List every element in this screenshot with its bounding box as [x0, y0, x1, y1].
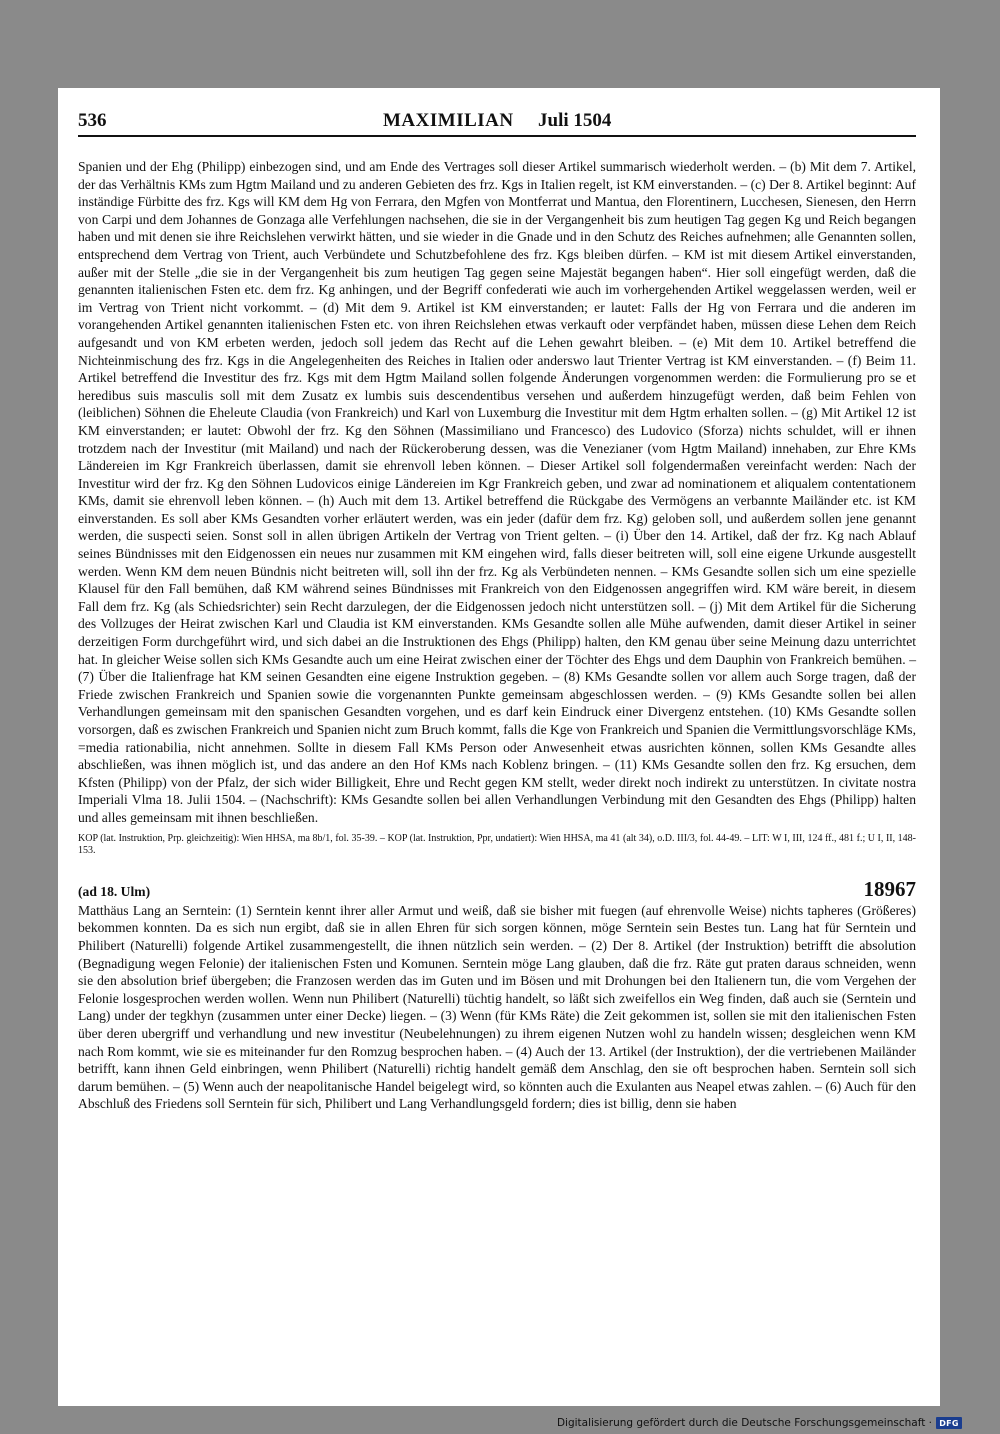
- document-place: (ad 18. Ulm): [78, 883, 151, 899]
- body-paragraph-2: Matthäus Lang an Serntein: (1) Serntein kennt ihrer aller Armut und weiß, daß sie bisher mit fuegen (auf ehrenvolle Weise) nichts tapheres (Größeres) bekommen konnten. Da es sich nun ergibt, daß sie in allen Ehren für sich sorgen können, möge Serntein sein Bestes tun. Lang hat für Serntein und Philibert (Naturelli) folgende Artikel zusammengestellt, die ihnen nützlich sein werden. – (2) Der 8. Artikel (der Instruktion) betrifft die absolution (Begnadigung wegen Felonie) der italienischen Fsten und Komunen. Serntein möge Lang glauben, daß die frz. Räte gut praten daraus schneiden, wenn sie den absolution brief übergeben; die Franzosen werden das im Guten und im Bösen und mit Drohungen bei den Italienern tun, die vom Vergehen der Felonie losgesprochen werden wollen. Wenn nun Philibert (Naturelli) tüchtig handelt, so läßt sich zweifellos ein Weg finden, daß auch sie (Serntein und Lang) under der tegkhyn (zusammen unter einer Decke) liegen. – (3) Wenn (für KMs Räte) die Zeit gekommen ist, sollen sie mit den italienischen Fsten über deren ubergriff und verhandlung und new investitur (Neubelehnungen) zu ihrem eigenen Nutzen wohl zu handeln wissen; desgleichen wenn KM nach Rom kommt, wie sie es miteinander fur den Romzug besprochen haben. – (4) Auch der 13. Artikel (der Instruktion), der die vertriebenen Mailänder betrifft, kann ihnen Geld einbringen, wenn Philibert (Naturelli) richtig handelt gemäß dem Anschlag, den sie oft besprochen haben. Serntein soll sich darum bemühen. – (5) Wenn auch der neapolitanische Handel beigelegt wird, so könnten auch die Exulanten aus Neapel etwas zahlen. – (6) Auch für den Abschluß des Friedens soll Serntein für sich, Philibert und Lang Verhandlungsgeld fordern; dies ist billig, denn sie haben: [78, 902, 916, 1112]
- dfg-logo-icon: DFG: [936, 1417, 962, 1429]
- body-paragraph-1: Spanien und der Ehg (Philipp) einbezogen sind, und am Ende des Vertrages soll dieser Artikel summarisch wiederholt werden. – (b) Mit dem 7. Artikel, der das Verhältnis KMs zum Hgtm Mailand und zu anderen Gebieten des frz. Kgs in Italien regelt, ist KM einverstanden. – (c) Der 8. Artikel beginnt: Auf inständige Fürbitte des frz. Kgs will KM dem Hg von Ferrara, den Mgfen von Montferrat und Mantua, den Florentinern, Lucchesen, Sienesen, den Herrn von Carpi und dem Johannes de Gonzaga alle Verfehlungen nachsehen, die sie in der Vergangenheit bis zum heutigen Tag gegen Kg und Reich begangen haben und mit denen sie ihre Reichslehen verwirkt hätten, und sie wieder in die Gnade und in den Schutz des Reiches aufnehmen; alle Genannten sollen, entsprechend dem Vertrag von Trient, auch Verbündete und Schutzbefohlene des frz. Kgs bleiben dürfen. – KM ist mit diesem Artikel einverstanden, außer mit der Stelle „die sie in der Vergangenheit bis zum heutigen Tag gegen seine Majestät begangen haben“. Hier soll eingefügt werden, daß die genannten italienischen Fsten etc. dem frz. Kg anhingen, und der Begriff confederati wie auch im vorhergehenden Artikel weggelassen werden, weil er im Vertrag von Trient nicht vorkommt. – (d) Mit dem 9. Artikel ist KM einverstanden; er lautet: Falls der Hg von Ferrara und die anderen im vorangehenden Artikel genannten italienischen Fsten etc. von ihren Reichslehen etwas verkauft oder verpfändet haben, müssen diese Lehen dem Reich aufgesandt und von KM erbeten werden, jedoch soll jedem das Recht auf die Lehen gewahrt bleiben. – (e) Mit dem 10. Artikel betreffend die Nichteinmischung des frz. Kgs in die Angelegenheiten des Reiches in Italien oder anderswo laut Trienter Vertrag ist KM einverstanden. – (f) Beim 11. Artikel betreffend die Investitur des frz. Kgs mit dem Hgtm Mailand sollen folgende Änderungen vorgenommen werden: die Formulierung pro se et heredibus suis masculis soll mit dem Zusatz ex lumbis suis descendentibus versehen und außerdem hinzugefügt werden, daß beim Fehlen von (leiblichen) Söhnen die Eheleute Claudia (von Frankreich) und Karl von Luxemburg die Investitur mit dem Hgtm erhalten sollen. – (g) Mit Artikel 12 ist KM einverstanden; er lautet: Obwohl der frz. Kg den Söhnen (Massimiliano und Francesco) des Ludovico (Sforza) nichts schuldet, will er ihnen trotzdem nach der Investitur (mit Mailand) und nach der Rückeroberung dessen, was die Venezianer (vom Hgtm Mailand) innehaben, zur Ehre KMs Ländereien im Kgr Frankreich überlassen, damit sie ehrenvoll leben können. – Dieser Artikel soll folgendermaßen vereinfacht werden: Nach der Investitur wird der frz. Kg den Söhnen Ludovicos einige Ländereien im Kgr Frankreich geben, und zwar ad nominationem et aliqualem contentationem KMs, damit sie ehrenvoll leben können. – (h) Auch mit dem 13. Artikel betreffend die Rückgabe des Vermögens an verbannte Mailänder etc. ist KM einverstanden. Es soll aber KMs Gesandten vorher erläutert werden, was ein jeder (dafür dem frz. Kg) geloben soll, und außerdem sollen jene genannt werden, die suspecti seien. Sonst soll in allen übrigen Artikeln der Vertrag von Trient gelten. – (i) Über den 14. Artikel, daß der frz. Kg nach Ablauf seines Bündnisses mit den Eidgenossen ein neues nur zusammen mit KM eingehen wird, falls dieser beitreten will, soll eine eigene Urkunde ausgestellt werden. Wenn KM dem neuen Bündnis nicht beitreten will, soll ihn der frz. Kg als Verbündeten nennen. – KMs Gesandte sollen sich um eine spezielle Klausel für den Fall bemühen, daß KM während seines Bündnisses mit Frankreich von den Eidgenossen angegriffen wird. KM wäre bereit, in diesem Fall dem frz. Kg (als Schiedsrichter) sein Recht darzulegen, der die Eidgenossen jedoch nicht unterstützen soll. – (j) Mit dem Artikel für die Sicherung des Vollzuges der Heirat zwischen Karl und Claudia ist KM einverstanden. KMs Gesandte sollen alle Mühe aufwenden, damit dieser Artikel in seiner derzeitigen Form durchgeführt wird, und sich dabei an die Instruktionen des Ehgs (Philipp) halten, den KM genau über seine Meinung dazu unterrichtet hat. In gleicher Weise sollen sich KMs Gesandte auch um eine Heirat zwischen einer der Töchter des Ehgs und dem Dauphin von Frankreich bemühen. – (7) Über die Italienfrage hat KM seinen Gesandten eine eigene Instruktion gegeben. – (8) KMs Gesandte sollen vor allem auch Sorge tragen, daß der Friede zwischen Frankreich und Spanien sowie die vorgenannten Punkte gemeinsam abgeschlossen werden. – (9) KMs Gesandte sollen bei allen Verhandlungen gemeinsam mit den spanischen Gesandten vorgehen, und es darf kein Eindruck einer Divergenz entstehen. (10) KMs Gesandte sollen vorsorgen, daß es zwischen Frankreich und Spanien nicht zum Bruch kommt, falls die Kge von Frankreich und Spanien die Vermittlungsvorschläge KMs, =media rationabilia, nicht annehmen. Sollte in diesem Fall KMs Person oder Anwesenheit etwas ausrichten können, sollen KMs Gesandte alles abschließen, was ihnen möglich ist, und das andere an den Hof KMs nach Koblenz bringen. – (11) KMs Gesandte sollen den frz. Kg ersuchen, dem Kfsten (Philipp) von der Pfalz, der sich wider Billigkeit, Ehre und Recht gegen KM stellt, weder direkt noch indirekt zu unterstützen. In civitate nostra Imperiali Vlma 18. Julii 1504. – (Nachschrift): KMs Gesandte sollen bei allen Verhandlungen Verbindung mit den Gesandten des Ehgs (Philipp) halten und alles gemeinsam mit ihnen beschließen.: [78, 159, 916, 825]
- page-number: 536: [78, 110, 107, 131]
- page-body: [78, 158, 916, 1113]
- running-date: Juli 1504: [538, 110, 612, 131]
- document-heading: [78, 876, 916, 902]
- document-number: 18967: [863, 876, 916, 901]
- footer-credit: [557, 1417, 962, 1429]
- source-note: KOP (lat. Instruktion, Prp. gleichzeitig): Wien HHSA, ma 8b/1, fol. 35-39. – KOP (lat. Instruktion, Ppr, undatiert): Wien HHSA, ma 41 (alt 34), o.D. III/3, fol. 44-49. – LIT: W I, III, 124 ff., 481 f.; U I, II, 148-153.: [78, 832, 916, 857]
- document-page: [58, 88, 940, 1406]
- header-rule: [78, 135, 916, 137]
- footer-credit-text: Digitalisierung gefördert durch die Deutsche Forschungsgemeinschaft ·: [556, 1417, 932, 1429]
- running-title: MAXIMILIAN: [383, 110, 514, 131]
- running-header: [78, 106, 916, 136]
